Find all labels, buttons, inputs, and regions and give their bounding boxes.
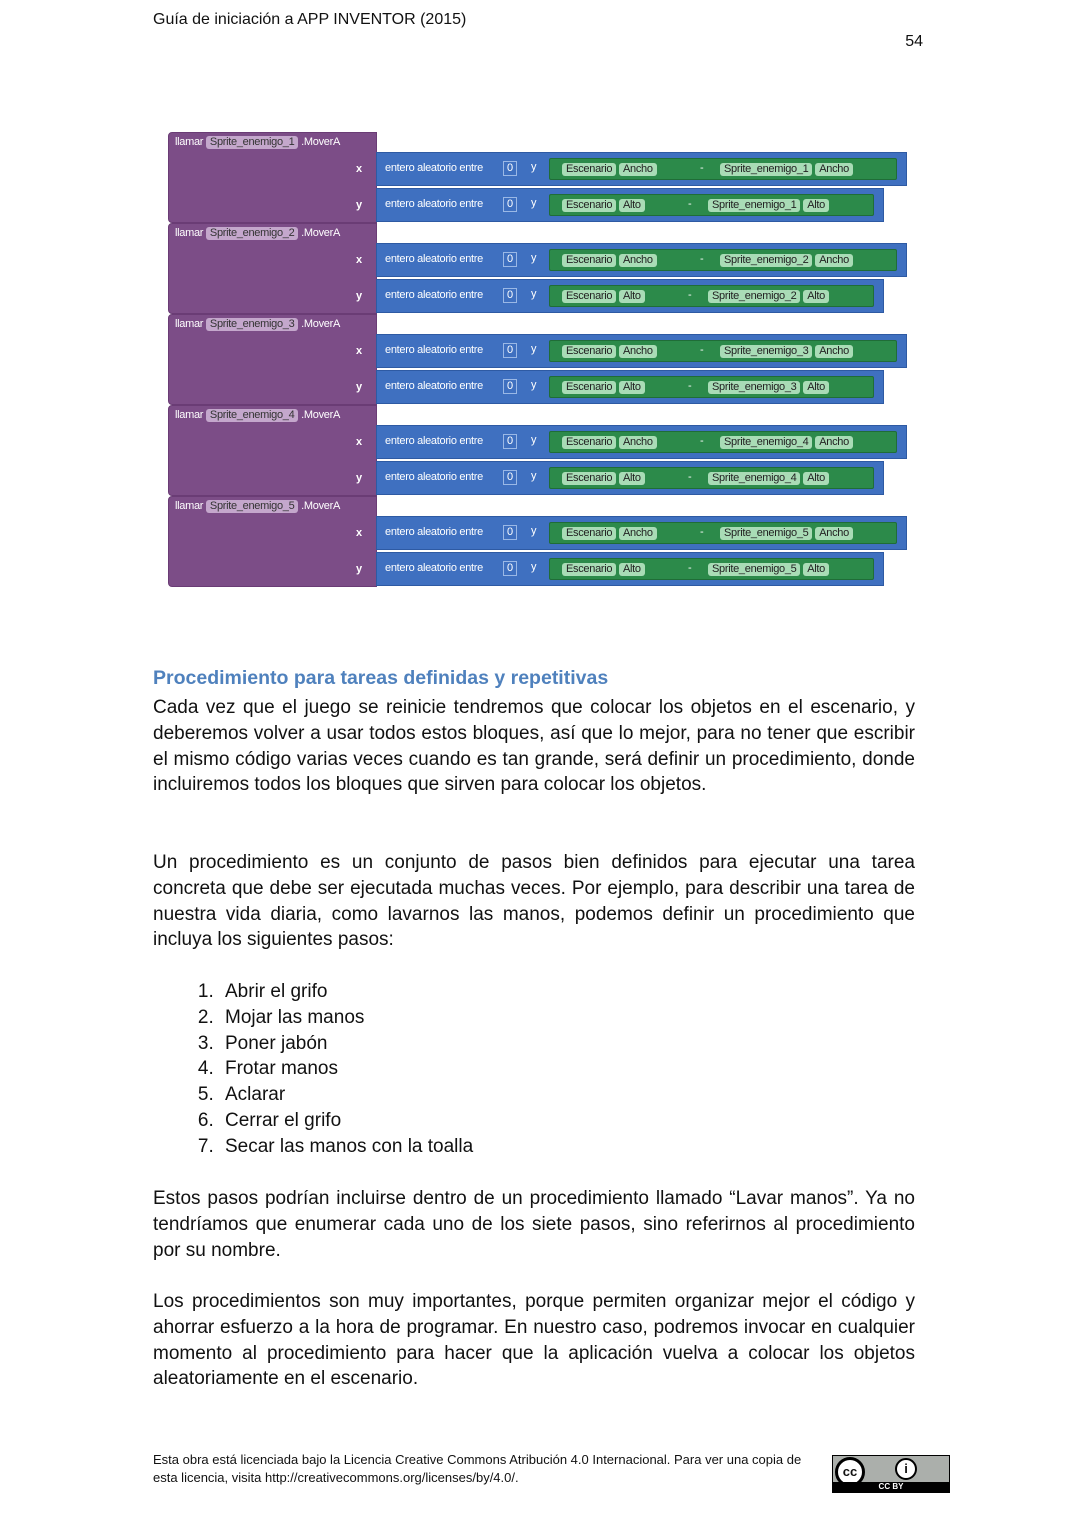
- random-label: entero aleatorio entre: [385, 435, 483, 447]
- and-label: y: [531, 434, 537, 446]
- and-label: y: [531, 197, 537, 209]
- sprite-dropdown[interactable]: Sprite_enemigo_3: [708, 381, 800, 394]
- and-label: y: [531, 161, 537, 173]
- zero-value: 0: [503, 434, 517, 449]
- page-number: 54: [905, 33, 923, 50]
- sprite-dropdown[interactable]: Sprite_enemigo_4: [708, 472, 800, 485]
- minus-sign: -: [688, 198, 692, 210]
- minus-sign: -: [700, 526, 704, 538]
- and-label: y: [531, 379, 537, 391]
- random-label: entero aleatorio entre: [385, 562, 483, 574]
- method-label: .MoverA: [301, 500, 341, 512]
- attribution-icon: i: [895, 1458, 917, 1480]
- and-label: y: [531, 561, 537, 573]
- subtract-block[interactable]: [549, 194, 874, 216]
- subtract-block[interactable]: [549, 522, 897, 544]
- list-item: 7. Secar las manos con la toalla: [219, 1134, 473, 1160]
- subtract-block[interactable]: [549, 340, 897, 362]
- random-label: entero aleatorio entre: [385, 253, 483, 265]
- zero-value: 0: [503, 252, 517, 267]
- subtract-block[interactable]: [549, 467, 874, 489]
- minus-sign: -: [700, 162, 704, 174]
- stage-dropdown: Escenario: [562, 472, 616, 485]
- paragraph-1: Cada vez que el juego se reinicie tendremos que colocar los objetos en el escenario, y deberemos volver a usar todos estos bloques, así que lo mejor, para no tener que escribir el mismo código varias veces cuando es tan grande, será definir un procedimiento, donde incluiremos todos los bloques que sirven para colocar los objetos.: [153, 697, 915, 796]
- method-label: .MoverA: [301, 136, 341, 148]
- property-dropdown: Alto: [619, 199, 645, 212]
- cc-by-badge: [832, 1455, 950, 1493]
- property-dropdown: Alto: [803, 381, 829, 394]
- property-dropdown: Alto: [803, 290, 829, 303]
- random-label: entero aleatorio entre: [385, 289, 483, 301]
- subtract-block[interactable]: [549, 431, 897, 453]
- stage-dropdown: Escenario: [562, 563, 616, 576]
- cc-icon: cc: [835, 1457, 865, 1487]
- zero-value: 0: [503, 343, 517, 358]
- axis-label: x: [356, 254, 362, 266]
- sprite-dropdown[interactable]: Sprite_enemigo_3: [720, 345, 812, 358]
- random-label: entero aleatorio entre: [385, 198, 483, 210]
- property-dropdown: Ancho: [619, 163, 657, 176]
- sprite-dropdown[interactable]: Sprite_enemigo_5: [720, 527, 812, 540]
- stage-dropdown: Escenario: [562, 381, 616, 394]
- list-item: 4. Frotar manos: [219, 1056, 473, 1082]
- random-integer-block[interactable]: [376, 516, 907, 550]
- minus-sign: -: [688, 380, 692, 392]
- sprite-dropdown[interactable]: Sprite_enemigo_2: [206, 227, 298, 240]
- stage-dropdown: Escenario: [562, 290, 616, 303]
- stage-dropdown: Escenario: [562, 436, 616, 449]
- list-item: 5. Aclarar: [219, 1082, 473, 1108]
- sprite-dropdown[interactable]: Sprite_enemigo_2: [720, 254, 812, 267]
- call-label: llamar: [175, 318, 204, 330]
- list-item: 1. Abrir el grifo: [219, 979, 473, 1005]
- list-item: 6. Cerrar el grifo: [219, 1108, 473, 1134]
- property-dropdown: Ancho: [815, 163, 853, 176]
- random-integer-block[interactable]: [376, 425, 907, 459]
- move-to-block[interactable]: [166, 132, 908, 223]
- zero-value: 0: [503, 379, 517, 394]
- property-dropdown: Alto: [619, 381, 645, 394]
- section-heading: Procedimiento para tareas definidas y repetitivas: [153, 667, 609, 689]
- license-text: Esta obra está licenciada bajo la Licencia Creative Commons Atribución 4.0 Internacional. Para ver una copia de esta licencia, visita http://creativecommons.org/licenses/by/4.0/.: [153, 1452, 802, 1485]
- axis-label: y: [356, 199, 362, 211]
- axis-label: x: [356, 436, 362, 448]
- subtract-block[interactable]: [549, 158, 897, 180]
- property-dropdown: Alto: [619, 472, 645, 485]
- zero-value: 0: [503, 525, 517, 540]
- sprite-dropdown[interactable]: Sprite_enemigo_4: [720, 436, 812, 449]
- method-label: .MoverA: [301, 409, 341, 421]
- subtract-block[interactable]: [549, 376, 874, 398]
- random-integer-block[interactable]: [376, 188, 884, 222]
- minus-sign: -: [700, 253, 704, 265]
- property-dropdown: Alto: [803, 472, 829, 485]
- axis-label: x: [356, 163, 362, 175]
- property-dropdown: Alto: [619, 290, 645, 303]
- sprite-dropdown[interactable]: Sprite_enemigo_1: [720, 163, 812, 176]
- call-label: llamar: [175, 227, 204, 239]
- paragraph-3: Estos pasos podrían incluirse dentro de un procedimiento llamado “Lavar manos”. Ya no tendríamos que enumerar cada uno de los siete pasos, sino referirnos al procedimiento por su nombre.: [153, 1188, 915, 1261]
- stage-dropdown: Escenario: [562, 345, 616, 358]
- minus-sign: -: [700, 344, 704, 356]
- paragraph-2: Un procedimiento es un conjunto de pasos bien definidos para ejecutar una tarea concreta que debe ser ejecutada muchas veces. Por ejemplo, para describir una tarea de nuestra vida diaria, como lavarnos las manos, podemos definir un procedimiento que incluya los siguientes pasos:: [153, 852, 915, 951]
- badge-label: CC BY: [833, 1482, 949, 1492]
- minus-sign: -: [688, 562, 692, 574]
- call-label: llamar: [175, 409, 204, 421]
- subtract-block[interactable]: [549, 558, 874, 580]
- call-label: llamar: [175, 136, 204, 148]
- random-label: entero aleatorio entre: [385, 471, 483, 483]
- property-dropdown: Alto: [803, 199, 829, 212]
- and-label: y: [531, 252, 537, 264]
- call-label: llamar: [175, 500, 204, 512]
- blocks-figure: [166, 132, 916, 592]
- sprite-dropdown[interactable]: Sprite_enemigo_4: [206, 409, 298, 422]
- and-label: y: [531, 525, 537, 537]
- property-dropdown: Ancho: [815, 436, 853, 449]
- axis-label: x: [356, 345, 362, 357]
- sprite-dropdown[interactable]: Sprite_enemigo_5: [708, 563, 800, 576]
- stage-dropdown: Escenario: [562, 527, 616, 540]
- and-label: y: [531, 288, 537, 300]
- axis-label: y: [356, 290, 362, 302]
- random-label: entero aleatorio entre: [385, 162, 483, 174]
- random-integer-block[interactable]: [376, 552, 884, 586]
- property-dropdown: Ancho: [619, 345, 657, 358]
- sprite-dropdown[interactable]: Sprite_enemigo_2: [708, 290, 800, 303]
- random-integer-block[interactable]: [376, 279, 884, 313]
- axis-label: y: [356, 563, 362, 575]
- property-dropdown: Ancho: [815, 527, 853, 540]
- sprite-dropdown[interactable]: Sprite_enemigo_1: [708, 199, 800, 212]
- minus-sign: -: [700, 435, 704, 447]
- method-label: .MoverA: [301, 318, 341, 330]
- axis-label: y: [356, 381, 362, 393]
- stage-dropdown: Escenario: [562, 163, 616, 176]
- property-dropdown: Ancho: [619, 436, 657, 449]
- and-label: y: [531, 470, 537, 482]
- move-to-block[interactable]: [166, 223, 908, 314]
- property-dropdown: Alto: [619, 563, 645, 576]
- random-integer-block[interactable]: [376, 334, 907, 368]
- axis-label: x: [356, 527, 362, 539]
- sprite-dropdown[interactable]: Sprite_enemigo_5: [206, 500, 298, 513]
- list-item: 2. Mojar las manos: [219, 1005, 473, 1031]
- property-dropdown: Alto: [803, 563, 829, 576]
- random-integer-block[interactable]: [376, 243, 907, 277]
- sprite-dropdown[interactable]: Sprite_enemigo_1: [206, 136, 298, 149]
- property-dropdown: Ancho: [815, 254, 853, 267]
- property-dropdown: Ancho: [619, 254, 657, 267]
- list-item: 3. Poner jabón: [219, 1031, 473, 1057]
- axis-label: y: [356, 472, 362, 484]
- sprite-dropdown[interactable]: Sprite_enemigo_3: [206, 318, 298, 331]
- zero-value: 0: [503, 197, 517, 212]
- property-dropdown: Ancho: [619, 527, 657, 540]
- subtract-block[interactable]: [549, 249, 897, 271]
- minus-sign: -: [688, 289, 692, 301]
- running-header: Guía de iniciación a APP INVENTOR (2015): [153, 11, 467, 28]
- move-to-block[interactable]: [166, 405, 908, 496]
- zero-value: 0: [503, 470, 517, 485]
- property-dropdown: Ancho: [815, 345, 853, 358]
- random-label: entero aleatorio entre: [385, 526, 483, 538]
- zero-value: 0: [503, 561, 517, 576]
- move-to-block[interactable]: [166, 314, 908, 405]
- move-to-block[interactable]: [166, 496, 908, 587]
- random-integer-block[interactable]: [376, 370, 884, 404]
- subtract-block[interactable]: [549, 285, 874, 307]
- method-label: .MoverA: [301, 227, 341, 239]
- random-label: entero aleatorio entre: [385, 344, 483, 356]
- random-label: entero aleatorio entre: [385, 380, 483, 392]
- paragraph-4: Los procedimientos son muy importantes, porque permiten organizar mejor el código y ahorrar esfuerzo a la hora de programar. En nuestro caso, podremos invocar en cualquier momento al procedimiento para hacer que la aplicación vuelva a colocar los objetos aleatoriamente en el escenario.: [153, 1291, 915, 1390]
- steps-list: [153, 979, 473, 1160]
- stage-dropdown: Escenario: [562, 199, 616, 212]
- minus-sign: -: [688, 471, 692, 483]
- and-label: y: [531, 343, 537, 355]
- stage-dropdown: Escenario: [562, 254, 616, 267]
- zero-value: 0: [503, 288, 517, 303]
- random-integer-block[interactable]: [376, 152, 907, 186]
- random-integer-block[interactable]: [376, 461, 884, 495]
- zero-value: 0: [503, 161, 517, 176]
